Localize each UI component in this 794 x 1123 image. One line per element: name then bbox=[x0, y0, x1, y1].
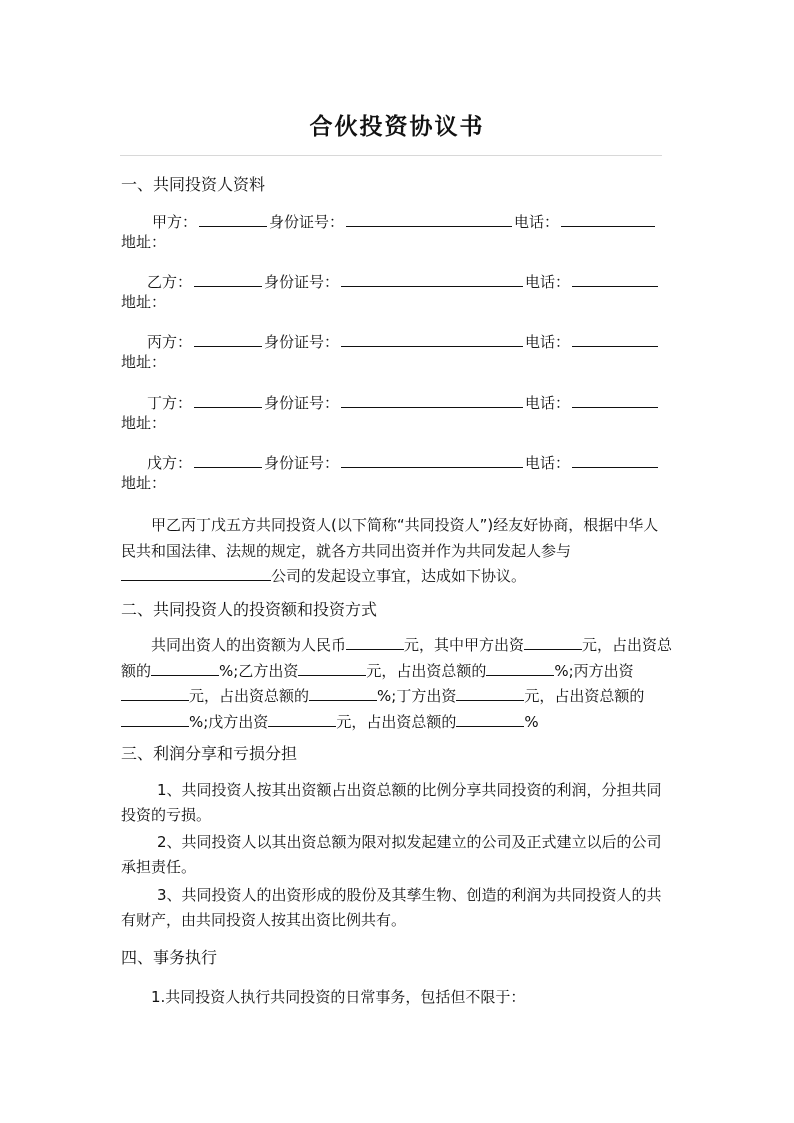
id-blank[interactable] bbox=[341, 271, 523, 287]
phone-blank[interactable] bbox=[572, 392, 658, 408]
party-c-amount-blank[interactable] bbox=[121, 685, 189, 701]
phone-label: 电话： bbox=[525, 454, 571, 472]
intro-text: 甲乙丙丁戊五方共同投资人(以下简称“共同投资人”)经友好协商，根据中华人民共和国法律、法规的规定，就各方共同出资并作为共同发起人参与 bbox=[121, 516, 659, 560]
party-a-amount-blank[interactable] bbox=[524, 634, 582, 650]
phone-label: 电话： bbox=[525, 273, 571, 291]
section-4-heading: 四、事务执行 bbox=[121, 948, 218, 967]
investment-text: 元，占出资总额的 bbox=[366, 661, 487, 680]
clause-4-1: 1.共同投资人执行共同投资的日常事务，包括但不限于： bbox=[151, 988, 526, 1006]
clause-3-1: 1、共同投资人按其出资额占出资总额的比例分享共同投资的利润，分担共同投资的亏损。 bbox=[121, 781, 662, 824]
id-label: 身份证号： bbox=[264, 454, 340, 472]
address-line-3: 地址： bbox=[121, 353, 167, 371]
id-blank[interactable] bbox=[346, 211, 512, 227]
phone-label: 电话： bbox=[514, 213, 560, 231]
investment-paragraph bbox=[121, 633, 673, 735]
id-label: 身份证号： bbox=[264, 394, 340, 412]
party-b-amount-blank[interactable] bbox=[298, 660, 366, 676]
investment-text: 元，占出资总额的 bbox=[189, 687, 310, 705]
id-blank[interactable] bbox=[341, 392, 523, 408]
party-row-1 bbox=[152, 211, 657, 232]
party-b-percent-blank[interactable] bbox=[486, 660, 554, 676]
party-label: 戊方： bbox=[147, 454, 193, 472]
name-blank[interactable] bbox=[199, 211, 267, 227]
address-line-1: 地址： bbox=[121, 233, 167, 251]
investment-text: 共同出资人的出资额为人民币 bbox=[151, 636, 347, 654]
party-e-amount-blank[interactable] bbox=[268, 711, 336, 727]
section-3-heading: 三、利润分享和亏损分担 bbox=[121, 744, 298, 763]
party-row-3 bbox=[147, 331, 660, 352]
id-label: 身份证号： bbox=[264, 273, 340, 291]
party-label: 甲方： bbox=[152, 213, 198, 231]
investment-text: 元，占出资总额的 bbox=[524, 687, 645, 705]
party-d-percent-blank[interactable] bbox=[121, 711, 189, 727]
party-row-4 bbox=[147, 392, 660, 413]
name-blank[interactable] bbox=[194, 271, 262, 287]
id-label: 身份证号： bbox=[264, 333, 340, 351]
investment-text: %;戊方出资 bbox=[189, 712, 269, 731]
investment-text: %;乙方出资 bbox=[219, 661, 299, 680]
investment-text: 元，占出资总额的 bbox=[121, 636, 673, 680]
investment-text: 元，其中甲方出资 bbox=[404, 636, 525, 654]
id-blank[interactable] bbox=[341, 452, 523, 468]
intro-paragraph bbox=[121, 513, 673, 590]
party-e-percent-blank[interactable] bbox=[456, 711, 524, 727]
id-blank[interactable] bbox=[341, 331, 523, 347]
address-line-4: 地址： bbox=[121, 414, 167, 432]
id-label: 身份证号： bbox=[269, 213, 345, 231]
name-blank[interactable] bbox=[194, 392, 262, 408]
name-blank[interactable] bbox=[194, 452, 262, 468]
phone-label: 电话： bbox=[525, 333, 571, 351]
document-title: 合伙投资协议书 bbox=[309, 113, 485, 140]
clause-3-2: 2、共同投资人以其出资总额为限对拟发起建立的公司及正式建立以后的公司承担责任。 bbox=[121, 833, 662, 876]
company-name-blank[interactable] bbox=[121, 565, 271, 581]
address-line-5: 地址： bbox=[121, 474, 167, 492]
party-a-percent-blank[interactable] bbox=[151, 660, 219, 676]
party-label: 丁方： bbox=[147, 394, 193, 412]
phone-blank[interactable] bbox=[572, 452, 658, 468]
investment-text: %;丙方出资 bbox=[554, 661, 634, 680]
investment-text: 元，占出资总额的 bbox=[336, 712, 457, 731]
investment-text: %;丁方出资 bbox=[377, 687, 457, 705]
section-2-heading: 二、共同投资人的投资额和投资方式 bbox=[121, 600, 378, 619]
section-1-heading: 一、共同投资人资料 bbox=[121, 175, 266, 194]
phone-blank[interactable] bbox=[572, 331, 658, 347]
phone-blank[interactable] bbox=[572, 271, 658, 287]
party-row-5 bbox=[147, 452, 660, 473]
party-c-percent-blank[interactable] bbox=[309, 685, 377, 701]
party-label: 丙方： bbox=[147, 333, 193, 351]
title-divider bbox=[120, 155, 662, 156]
phone-label: 电话： bbox=[525, 394, 571, 412]
phone-blank[interactable] bbox=[561, 211, 655, 227]
total-amount-blank[interactable] bbox=[346, 634, 404, 650]
party-label: 乙方： bbox=[147, 273, 193, 291]
investment-text: % bbox=[524, 712, 539, 731]
party-row-2 bbox=[147, 271, 660, 292]
party-d-amount-blank[interactable] bbox=[456, 685, 524, 701]
name-blank[interactable] bbox=[194, 331, 262, 347]
address-line-2: 地址： bbox=[121, 293, 167, 311]
intro-text-end: 公司的发起设立事宜，达成如下协议。 bbox=[271, 567, 527, 585]
clause-3-3: 3、共同投资人的出资形成的股份及其孳生物、创造的利润为共同投资人的共有财产，由共同投资人按其出资比例共有。 bbox=[121, 886, 662, 929]
